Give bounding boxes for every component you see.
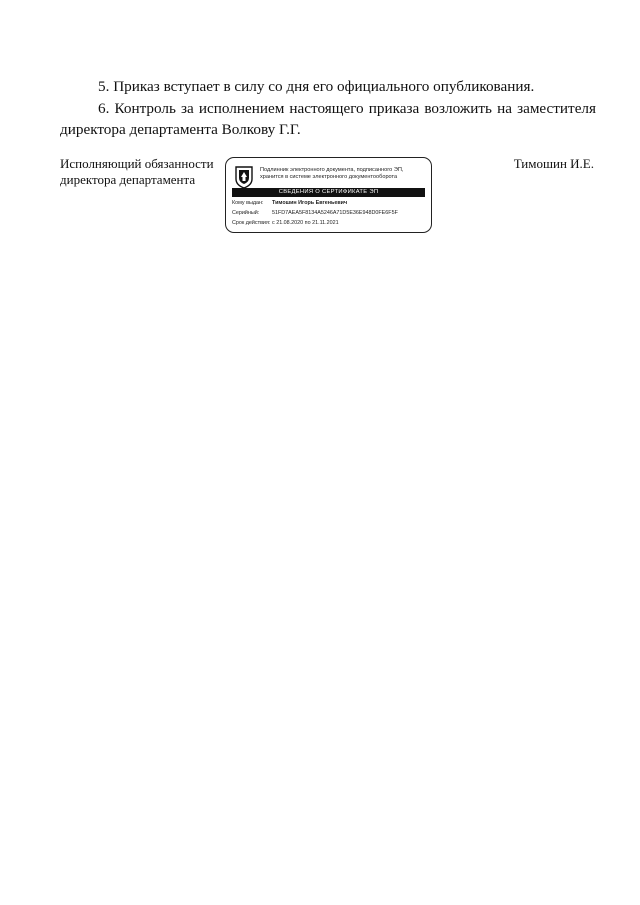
certificate-serial-label: Серийный: <box>232 210 260 216</box>
e-signature-note-line2: хранится в системе электронного документооборота <box>260 174 398 181</box>
signatory-title-line1: Исполняющий обязанности <box>60 156 214 171</box>
coat-of-arms-icon <box>234 165 254 189</box>
signatory-title-line2: директора департамента <box>60 172 196 187</box>
certificate-header: СВЕДЕНИЯ О СЕРТИФИКАТЕ ЭП <box>232 188 425 197</box>
e-signature-note-line1: Подлинник электронного документа, подписанного ЭП, <box>260 167 404 173</box>
certificate-row-serial <box>232 209 398 217</box>
certificate-row-owner <box>232 199 347 207</box>
e-signature-note <box>260 167 428 182</box>
certificate-serial-value: 51FD7AEA5F8134A5246A71D5E36E948D0FE6F5F <box>272 210 398 216</box>
certificate-validity-label: Срок действия: <box>232 220 271 226</box>
certificate-validity-value: с 21.08.2020 по 21.11.2021 <box>272 220 339 226</box>
paragraph-item-5: 5. Приказ вступает в силу со дня его официального опубликования. <box>98 78 535 95</box>
paragraph-item-6: 6. Контроль за исполнением настоящего приказа возложить на заместителя директора департамента Волкову Г.Г. <box>60 100 596 138</box>
e-signature-stamp <box>225 157 432 233</box>
signer-name: Тимошин И.Е. <box>513 156 594 171</box>
certificate-owner-value: Тимошин Игорь Евгеньевич <box>272 200 348 206</box>
signatory-title <box>60 156 225 188</box>
certificate-owner-label: Кому выдан: <box>232 200 264 206</box>
certificate-row-validity <box>232 219 339 227</box>
